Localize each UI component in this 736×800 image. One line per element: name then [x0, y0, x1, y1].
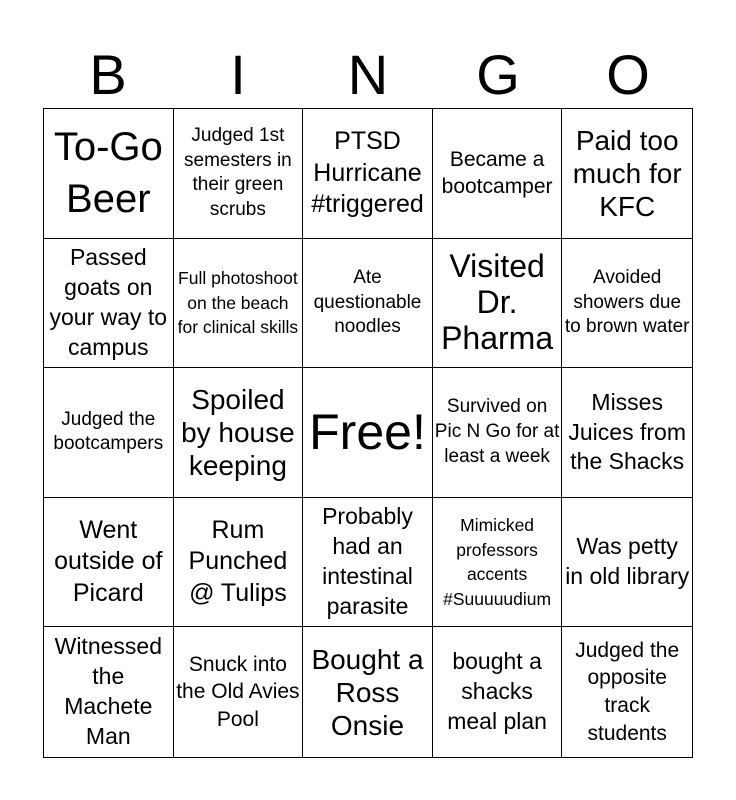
header-letter-n: N — [347, 43, 389, 106]
cell-text: Survived on Pic N Go for at least a week — [434, 396, 560, 467]
bingo-cell[interactable] — [433, 239, 563, 369]
header-letter-b: B — [89, 43, 127, 106]
bingo-cell[interactable] — [303, 109, 433, 239]
cell-text: Bought a Ross Onsie — [311, 643, 424, 741]
bingo-cell[interactable] — [433, 627, 563, 757]
bingo-cell[interactable] — [174, 368, 304, 498]
free-space-cell[interactable] — [303, 368, 433, 498]
cell-text: Snuck into the Old Avies Pool — [176, 652, 300, 732]
cell-text: Full photoshoot on the beach for clinical skills — [177, 268, 299, 338]
bingo-cell[interactable] — [44, 368, 174, 498]
bingo-cell[interactable] — [562, 368, 692, 498]
bingo-cell[interactable] — [44, 109, 174, 239]
cell-text: Paid too much for KFC — [572, 124, 682, 222]
bingo-cell[interactable] — [433, 109, 563, 239]
header-letter-g: G — [476, 43, 520, 106]
header-letter-o: O — [606, 43, 650, 106]
cell-text: Went outside of Picard — [54, 516, 163, 607]
bingo-cell[interactable] — [44, 498, 174, 628]
cell-text: PTSD Hurricane #triggered — [311, 127, 424, 218]
cell-text: Ate questionable noodles — [313, 266, 422, 338]
bingo-cell[interactable] — [562, 627, 692, 757]
cell-text: bought a shacks meal plan — [447, 648, 547, 735]
cell-text: Free! — [309, 403, 426, 460]
cell-text: Mimicked professors accents #Suuuuudium — [443, 515, 552, 609]
bingo-cell[interactable] — [303, 498, 433, 628]
bingo-cell[interactable] — [174, 109, 304, 239]
bingo-cell[interactable] — [562, 109, 692, 239]
cell-text: Avoided showers due to brown water — [564, 266, 690, 338]
bingo-header — [43, 42, 693, 108]
cell-text: Visited Dr. Pharma — [441, 248, 554, 356]
bingo-cell[interactable] — [174, 498, 304, 628]
bingo-board — [43, 108, 693, 758]
bingo-cell[interactable] — [44, 239, 174, 369]
cell-text: Judged the bootcampers — [53, 408, 164, 455]
cell-text: Probably had an intestinal parasite — [322, 503, 413, 619]
bingo-cell[interactable] — [174, 627, 304, 757]
cell-text: Judged the opposite track students — [575, 638, 680, 745]
cell-text: To-Go Beer — [53, 125, 163, 222]
bingo-cell[interactable] — [44, 627, 174, 757]
bingo-cell[interactable] — [303, 627, 433, 757]
cell-text: Spoiled by house keeping — [181, 383, 295, 481]
cell-text: Became a bootcamper — [441, 147, 553, 199]
cell-text: Misses Juices from the Shacks — [568, 388, 686, 475]
cell-text: Rum Punched @ Tulips — [188, 516, 288, 607]
bingo-cell[interactable] — [303, 239, 433, 369]
cell-text: Passed goats on your way to campus — [49, 244, 168, 360]
header-letter-i: I — [230, 43, 246, 106]
bingo-cell[interactable] — [562, 498, 692, 628]
cell-text: Was petty in old library — [565, 533, 690, 590]
bingo-cell[interactable] — [433, 498, 563, 628]
cell-text: Judged 1st semesters in their green scrubs — [184, 124, 292, 220]
bingo-cell[interactable] — [433, 368, 563, 498]
cell-text: Witnessed the Machete Man — [54, 633, 162, 750]
bingo-cell[interactable] — [174, 239, 304, 369]
bingo-cell[interactable] — [562, 239, 692, 369]
